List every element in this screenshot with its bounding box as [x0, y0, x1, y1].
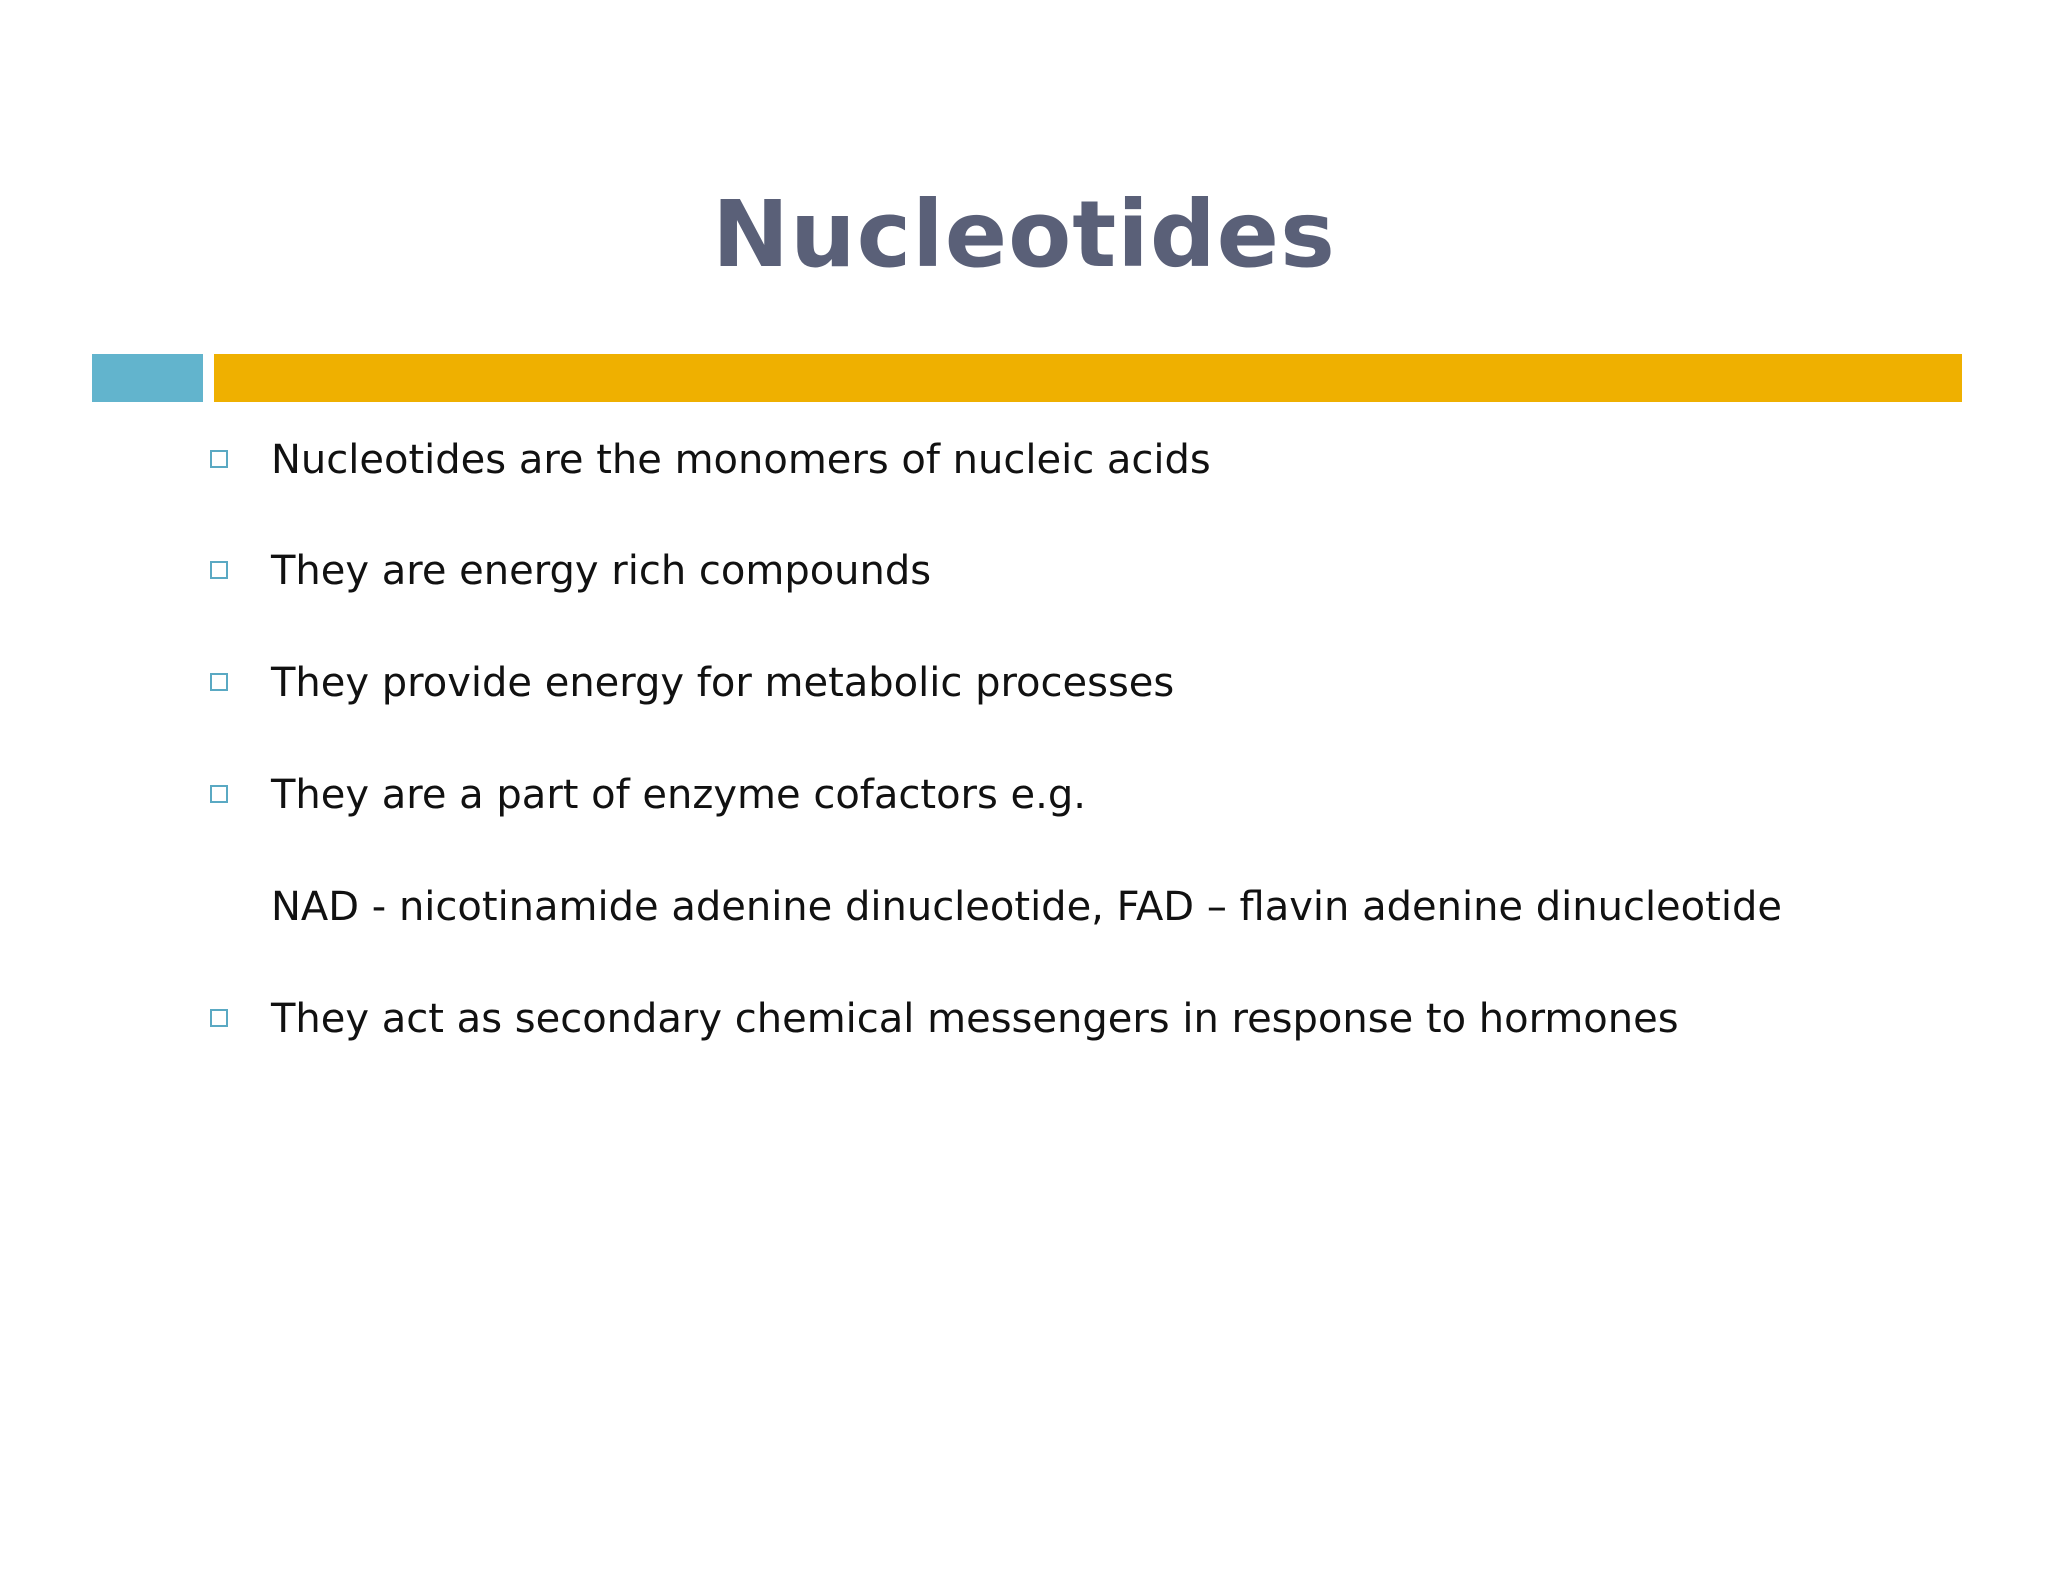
bullet-item [0, 655, 2048, 715]
square-bullet-icon [210, 785, 228, 803]
accent-bar-blue [92, 354, 203, 402]
bullet-text: They provide energy for metabolic processes [271, 660, 1175, 706]
square-bullet-icon [210, 561, 228, 579]
bullet-item [0, 543, 2048, 603]
bullet-continuation-text: NAD - nicotinamide adenine dinucleotide, FAD – flavin adenine dinucleotide [271, 884, 1782, 930]
bullet-continuation [0, 879, 2048, 939]
bullet-text: They act as secondary chemical messengers in response to hormones [271, 996, 1679, 1042]
square-bullet-icon [210, 673, 228, 691]
bullet-item [0, 432, 2048, 492]
square-bullet-icon [210, 450, 228, 468]
bullet-text: Nucleotides are the monomers of nucleic acids [271, 437, 1211, 483]
accent-bar-gold [214, 354, 1962, 402]
slide-title: Nucleotides [712, 181, 1336, 288]
bullet-item [0, 767, 2048, 827]
bullet-text: They are a part of enzyme cofactors e.g. [271, 772, 1086, 818]
bullet-text: They are energy rich compounds [271, 548, 932, 594]
bullet-item [0, 991, 2048, 1051]
square-bullet-icon [210, 1009, 228, 1027]
